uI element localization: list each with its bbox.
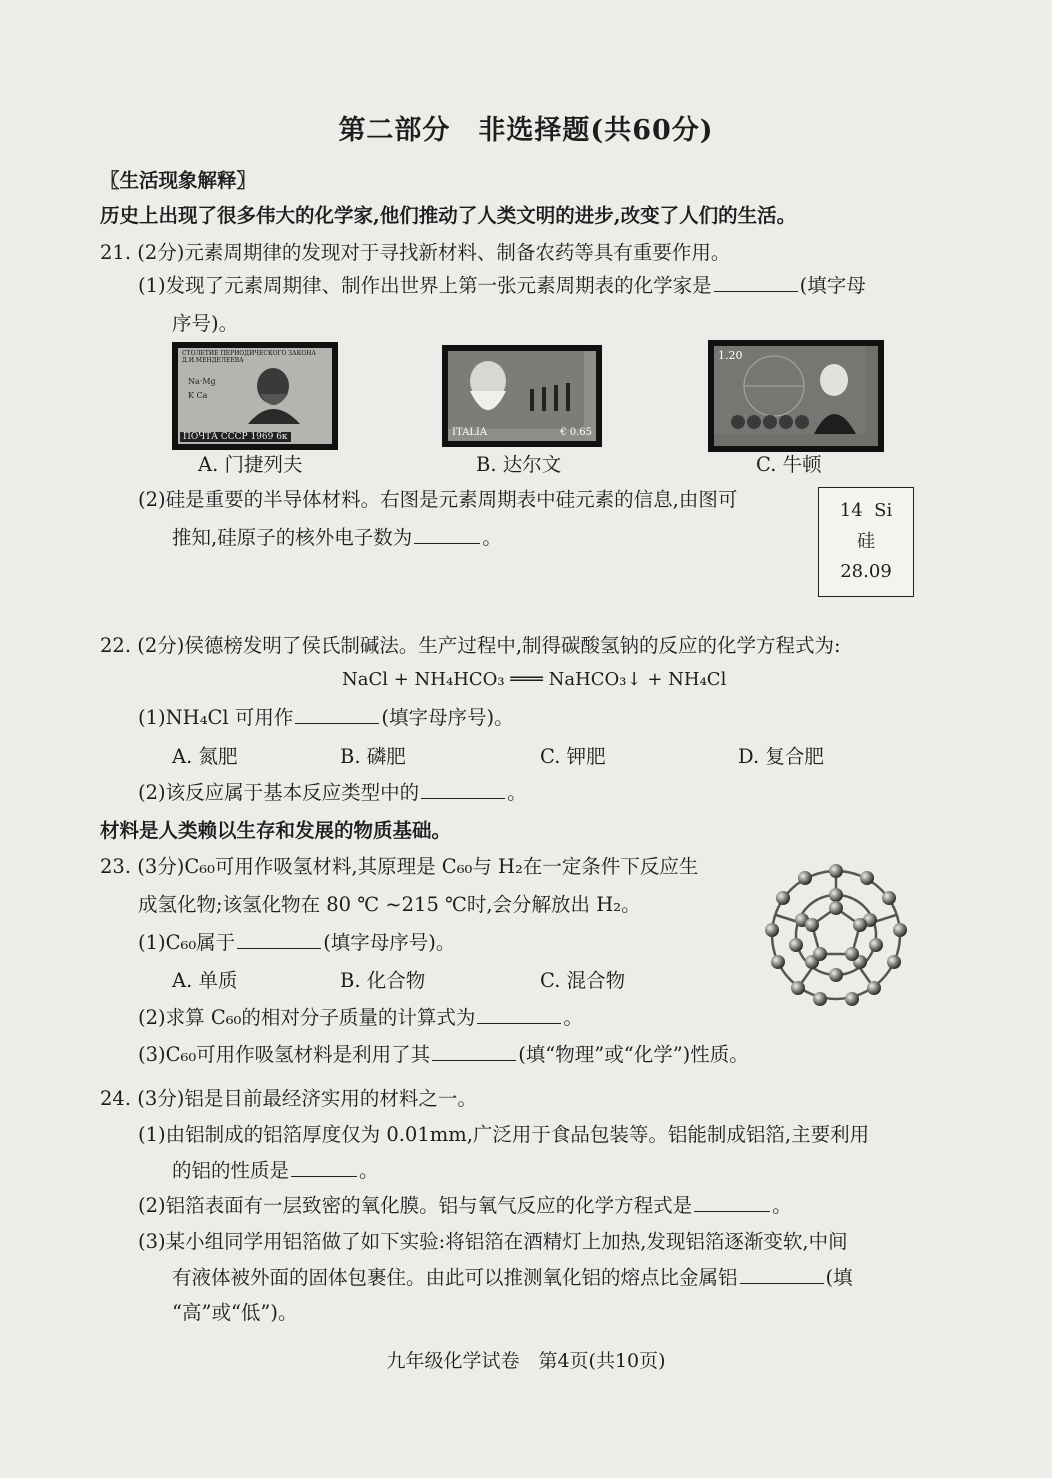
q22-part2-text: (2)该反应属于基本反应类型中的: [138, 781, 420, 804]
q22-part2-end: 。: [507, 781, 527, 804]
q24-part3-hint: (填: [825, 1266, 853, 1289]
section-header: 〖生活现象解释〗: [100, 169, 257, 192]
stamp-c-value: 1.20: [718, 349, 743, 362]
stamp-mendeleev: [172, 342, 338, 450]
q21-part2-text: 推知,硅原子的核外电子数为: [172, 526, 413, 549]
answer-blank[interactable]: [291, 1158, 357, 1177]
answer-blank[interactable]: [740, 1265, 824, 1284]
answer-blank[interactable]: [295, 705, 379, 724]
q24-part1: (1)由铝制成的铝箔厚度仅为 0.01mm,广泛用于食品包装等。铝能制成铝箔,主要利用: [138, 1123, 870, 1146]
q23-part3-text: (3)C₆₀可用作吸氢材料是利用了其: [138, 1043, 431, 1066]
answer-blank[interactable]: [414, 525, 480, 544]
q23-part1-hint: (填字母序号)。: [323, 931, 456, 954]
section-intro: 历史上出现了很多伟大的化学家,他们推动了人类文明的进步,改变了人们的生活。: [100, 204, 797, 227]
q21-part1-text: (1)发现了元素周期律、制作出世界上第一张元素周期表的化学家是: [138, 274, 712, 297]
stamp-newton: [708, 340, 884, 452]
q24-part1-cont: [172, 1158, 379, 1184]
q22-option-d: D. 复合肥: [738, 745, 824, 768]
q21-stem: 21. (2分)元素周期律的发现对于寻找新材料、制备农药等具有重要作用。: [100, 241, 731, 264]
q24-part1-end: 。: [359, 1159, 379, 1182]
q23-part2-text: (2)求算 C₆₀的相对分子质量的计算式为: [138, 1006, 476, 1029]
q21-part1: [138, 273, 866, 299]
q22-option-c: C. 钾肥: [540, 745, 606, 768]
q23-option-b: B. 化合物: [340, 969, 426, 992]
q22-part1-hint: (填字母序号)。: [381, 706, 514, 729]
section2-intro: 材料是人类赖以生存和发展的物质基础。: [100, 819, 452, 842]
q22-equation: NaCl + NH₄HCO₃ ═══ NaHCO₃↓ + NH₄Cl: [342, 669, 727, 690]
q23-part3-hint: (填“物理”或“化学”)性质。: [518, 1043, 749, 1066]
q21-part2: (2)硅是重要的半导体材料。右图是元素周期表中硅元素的信息,由图可: [138, 488, 738, 511]
silicon-element-card: [818, 487, 914, 597]
q22-option-b: B. 磷肥: [340, 745, 406, 768]
stamp-a-header: СТОЛЕТИЕ ПЕРИОДИЧЕСКОГО ЗАКОНА Д.И.МЕНДЕЛЕЕВА: [182, 350, 316, 364]
stamp-a-caption: A. 门捷列夫: [198, 453, 303, 476]
svg-text:Na·Mg: Na·Mg: [188, 377, 216, 386]
mendeleev-portrait: [178, 364, 320, 424]
q21-part1-hint: (填字母: [799, 274, 866, 297]
q24-part3-text: 有液体被外面的固体包裹住。由此可以推测氧化铝的熔点比金属铝: [172, 1266, 738, 1289]
q24-part3: (3)某小组同学用铝箔做了如下实验:将铝箔在酒精灯上加热,发现铝箔逐渐变软,中间: [138, 1230, 848, 1253]
answer-blank[interactable]: [432, 1042, 516, 1061]
answer-blank[interactable]: [421, 780, 505, 799]
q23-option-c: C. 混合物: [540, 969, 626, 992]
q24-part2-text: (2)铝箔表面有一层致密的氧化膜。铝与氧气反应的化学方程式是: [138, 1194, 693, 1217]
stamp-b-caption: B. 达尔文: [476, 453, 562, 476]
q23-part1: [138, 930, 455, 956]
stamp-darwin: [442, 345, 602, 447]
q22-part1: [138, 705, 514, 731]
element-number-symbol: [819, 500, 913, 521]
stamp-a-footer: ПОЧТА СССР 1969 6к: [180, 432, 291, 442]
element-mass: 28.09: [840, 561, 892, 582]
c60-molecule-illustration: [760, 850, 912, 1020]
q23-part3: [138, 1042, 749, 1068]
element-symbol: Si: [874, 500, 893, 521]
q22-stem: 22. (2分)侯德榜发明了侯氏制碱法。生产过程中,制得碳酸氢钠的反应的化学方程式为:: [100, 634, 841, 657]
q23-part2-end: 。: [563, 1006, 583, 1029]
q22-part1-text: (1)NH₄Cl 可用作: [138, 706, 294, 729]
stamp-c-caption: C. 牛顿: [756, 453, 822, 476]
q21-part2-end: 。: [482, 526, 502, 549]
q23-stem: 23. (3分)C₆₀可用作吸氢材料,其原理是 C₆₀与 H₂在一定条件下反应生: [100, 855, 699, 878]
q22-option-a: A. 氮肥: [172, 745, 238, 768]
q23-part2: [138, 1005, 583, 1031]
answer-blank[interactable]: [237, 930, 321, 949]
q24-part2-end: 。: [772, 1194, 792, 1217]
q24-part2: [138, 1193, 792, 1219]
q23-stem-cont: 成氢化物;该氢化物在 80 ℃ ~215 ℃时,会分解放出 H₂。: [138, 893, 641, 916]
q24-stem: 24. (3分)铝是目前最经济实用的材料之一。: [100, 1087, 477, 1110]
q23-part1-text: (1)C₆₀属于: [138, 931, 236, 954]
q21-part1-cont: 序号)。: [172, 312, 239, 335]
page-title: 第二部分 非选择题(共60分): [338, 115, 714, 146]
stamp-b-value: € 0.65: [560, 427, 592, 438]
q24-part3-cont: [172, 1265, 853, 1291]
element-number: 14: [839, 500, 863, 521]
answer-blank[interactable]: [694, 1193, 770, 1212]
q22-part2: [138, 780, 527, 806]
q24-part3-end: “高”或“低”)。: [172, 1301, 298, 1324]
answer-blank[interactable]: [714, 273, 798, 292]
darwin-portrait: [448, 351, 584, 429]
answer-blank[interactable]: [477, 1005, 561, 1024]
q23-option-a: A. 单质: [172, 969, 238, 992]
element-name: 硅: [857, 531, 875, 552]
stamp-b-country: ITALIA: [452, 427, 488, 438]
page-footer: 九年级化学试卷 第4页(共10页): [386, 1350, 666, 1372]
q21-part2-cont: [172, 525, 502, 551]
q24-part1-text: 的铝的性质是: [172, 1159, 290, 1182]
svg-text:K Ca: K Ca: [188, 391, 208, 400]
